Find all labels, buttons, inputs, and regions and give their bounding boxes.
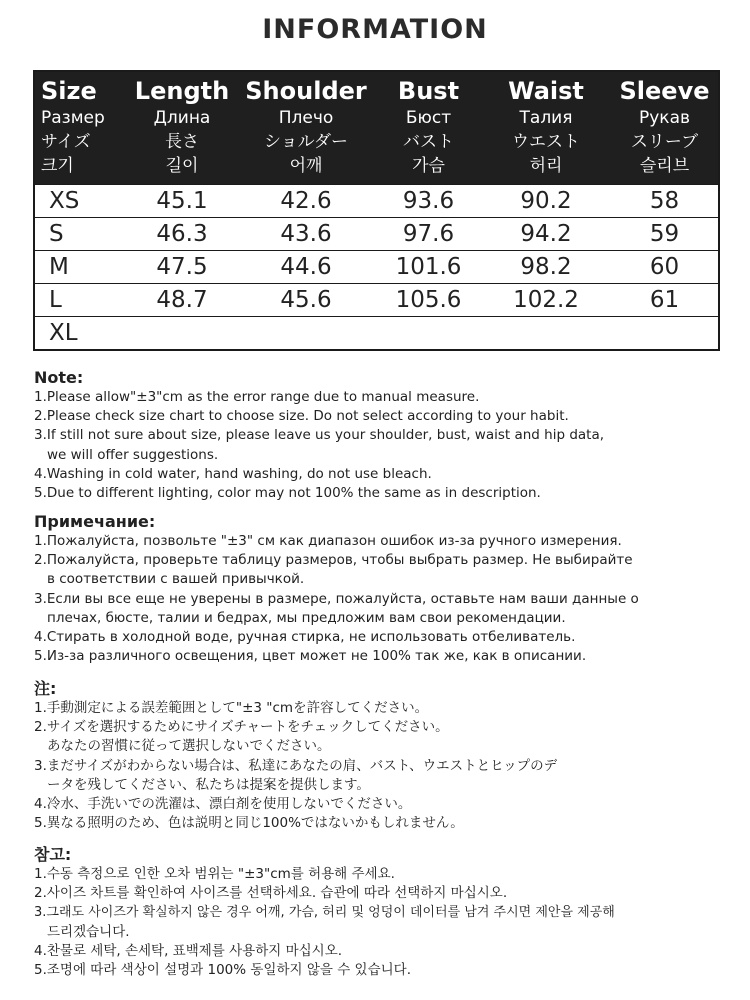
note-line: ータを残してください、私たちは提案を提供します。 [47,776,370,793]
note-line: 3.그래도 사이즈가 확실하지 않은 경우 어깨, 가슴, 허리 및 엉덩이 데이터를 남겨 주시면 제안을 제공해 [34,905,615,921]
note-line: 4.冷水、手洗いでの洗濯は、漂白剤を使用しないでください。 [34,796,412,813]
note-line: we will offer suggestions. [47,446,219,463]
header-waist [481,71,611,185]
cell-shoulder: 45.6 [236,284,376,317]
cell-size: L [34,284,128,317]
cell-sleeve: 59 [611,218,719,251]
header-label-ja: ショルダー [264,132,348,152]
note-line: 5.異なる照明のため、色は説明と同じ100%ではないかもしれません。 [34,815,464,832]
header-label-ko: 어깨 [289,156,323,176]
header-label-en: Shoulder [245,77,367,105]
notes-korean [34,845,734,980]
table-row [34,185,719,218]
cell-sleeve [611,317,719,351]
cell-shoulder: 42.6 [236,185,376,218]
header-label-ko: 허리 [529,156,563,176]
table-row [34,317,719,351]
header-label-ru: Длина [153,108,211,128]
header-label-ja: サイズ [41,132,91,152]
cell-sleeve: 58 [611,185,719,218]
note-line: 4.Washing in cold water, hand washing, do not use bleach. [34,465,432,482]
header-label-ru: Талия [519,108,573,128]
note-line: 2.サイズを選択するためにサイズチャートをチェックしてください。 [34,719,449,736]
table-row [34,284,719,317]
header-label-ja: ウエスト [512,132,580,152]
header-bust [376,71,481,185]
note-line: 5.조명에 따라 색상이 설명과 100% 동일하지 않을 수 있습니다. [34,962,411,979]
note-line: 2.Please check size chart to choose size. Do not select according to your habit. [34,408,569,425]
cell-sleeve: 60 [611,251,719,284]
notes-title: 注: [34,679,57,698]
note-line: 3.Если вы все еще не уверены в размере, пожалуйста, оставьте нам ваши данные о [34,590,639,607]
cell-waist: 102.2 [481,284,611,317]
header-label-ko: 슬리브 [639,156,690,176]
notes-japanese [34,679,734,833]
header-label-ru: Бюст [405,108,452,128]
notes-title: Note: [34,368,84,387]
header-label-ja: 長さ [165,132,199,152]
header-label-en: Size [41,77,97,105]
note-line: 1.Пожалуйста, позвольте "±3" см как диапазон ошибок из-за ручного измерения. [34,533,622,549]
note-line: 4.Стирать в холодной воде, ручная стирка, не использовать отбеливатель. [34,629,576,646]
note-line: 5.Из-за различного освещения, цвет может не 100% так же, как в описании. [34,648,587,665]
header-label-en: Sleeve [619,77,710,105]
note-line: 1.手動測定による誤差範囲として"±3 "cmを許容してください。 [34,700,429,716]
cell-bust [376,317,481,351]
header-size [34,71,128,185]
header-shoulder [236,71,376,185]
header-label-ko: 크기 [41,156,74,176]
cell-waist [481,317,611,351]
note-line: 2.Пожалуйста, проверьте таблицу размеров, чтобы выбрать размер. Не выбирайте [34,552,633,569]
cell-size: S [34,218,128,251]
cell-bust: 93.6 [376,185,481,218]
notes-title: Примечание: [34,512,156,531]
table-row [34,218,719,251]
note-line: あなたの習慣に従って選択しないでください。 [47,738,331,755]
notes-russian [34,512,734,666]
cell-size: M [34,251,128,284]
cell-shoulder: 43.6 [236,218,376,251]
cell-bust: 101.6 [376,251,481,284]
header-label-ja: バスト [403,132,454,152]
note-line: 1.수동 측정으로 인한 오차 범위는 "±3"cm를 허용해 주세요. [34,866,395,882]
cell-size: XL [34,317,128,351]
table-row [34,251,719,284]
cell-waist: 98.2 [481,251,611,284]
cell-waist: 90.2 [481,185,611,218]
cell-length: 47.5 [128,251,236,284]
note-line: 2.사이즈 차트를 확인하여 사이즈를 선택하세요. 습관에 따라 선택하지 마십시오. [34,885,508,902]
size-chart-table [33,70,720,351]
cell-waist: 94.2 [481,218,611,251]
header-label-en: Bust [397,77,460,105]
cell-length: 46.3 [128,218,236,251]
cell-bust: 97.6 [376,218,481,251]
header-length [128,71,236,185]
header-label-ko: 가슴 [412,156,445,176]
cell-shoulder: 44.6 [236,251,376,284]
notes-english [34,368,734,503]
cell-length: 45.1 [128,185,236,218]
note-line: 1.Please allow"±3"cm as the error range due to manual measure. [34,389,480,405]
note-line: плечах, бюсте, талии и бедрах, мы предложим вам свои рекомендации. [47,609,566,626]
note-line: 3.If still not sure about size, please leave us your shoulder, bust, waist and hip data, [34,427,605,444]
note-line: 드리겠습니다. [47,923,130,940]
note-line: 5.Due to different lighting, color may not 100% the same as in description. [34,485,541,502]
note-line: 3.まだサイズがわからない場合は、私達にあなたの肩、バスト、ウエストとヒップのデ [34,757,558,774]
cell-size: XS [34,185,128,218]
header-label-ru: Размер [41,108,105,128]
notes-title: 참고: [34,845,72,864]
header-label-ja: スリーブ [630,132,699,152]
table-header-row [34,71,719,185]
note-line: 4.찬물로 세탁, 손세탁, 표백제를 사용하지 마십시오. [34,942,343,959]
page-title: INFORMATION [262,14,488,45]
header-label-ko: 길이 [165,156,199,176]
header-label-ru: Рукав [638,108,691,128]
cell-shoulder [236,317,376,351]
header-label-en: Length [134,77,230,105]
cell-bust: 105.6 [376,284,481,317]
cell-length [128,317,236,351]
note-line: в соответствии с вашей привычкой. [47,571,305,588]
header-label-ru: Плечо [278,108,334,128]
cell-length: 48.7 [128,284,236,317]
header-sleeve [611,71,719,185]
cell-sleeve: 61 [611,284,719,317]
header-label-en: Waist [508,77,584,105]
